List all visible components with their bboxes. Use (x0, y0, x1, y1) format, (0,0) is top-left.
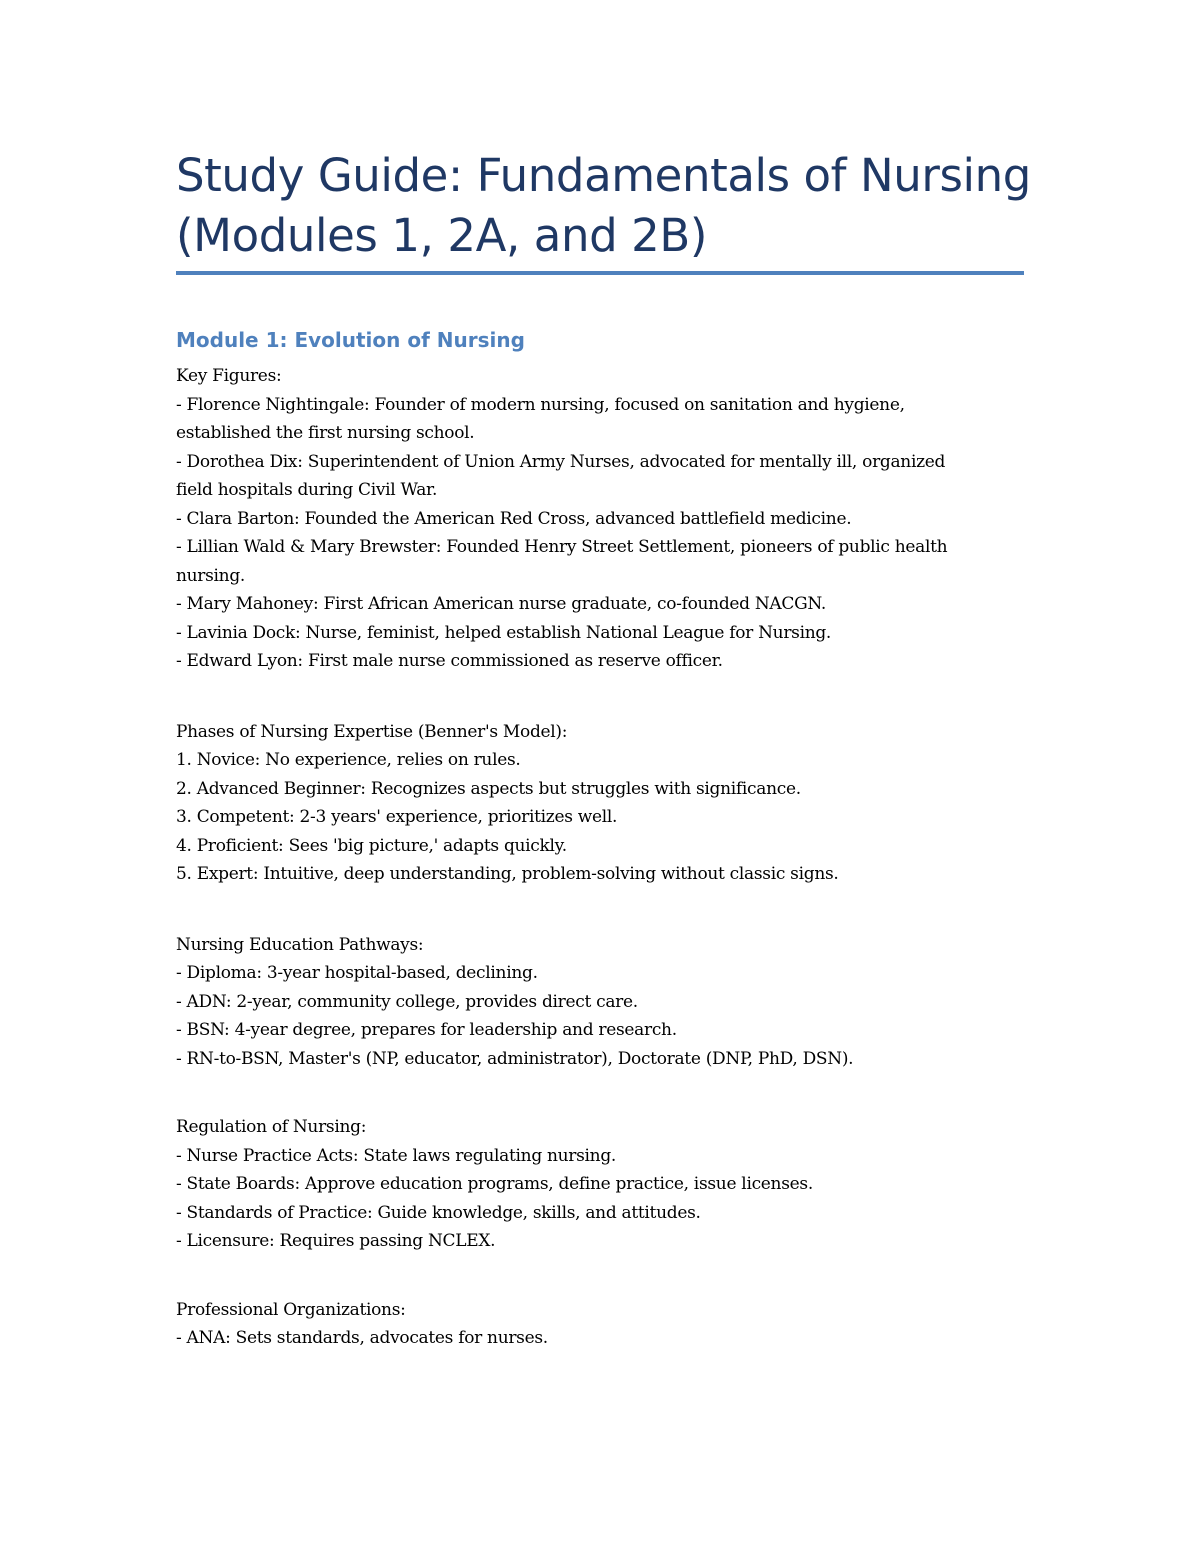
key-figures-line: - Lillian Wald & Mary Brewster: Founded Henry Street Settlement, pioneers of public health (176, 537, 948, 557)
phases-label: Phases of Nursing Expertise (Benner's Model): (176, 721, 568, 742)
regulation-line: - State Boards: Approve education programs, define practice, issue licenses. (176, 1174, 813, 1194)
education-line: - RN-to-BSN, Master's (NP, educator, administrator), Doctorate (DNP, PhD, DSN). (176, 1048, 854, 1069)
key-figures-line: field hospitals during Civil War. (176, 480, 438, 500)
organizations-line: - ANA: Sets standards, advocates for nurses. (176, 1328, 548, 1348)
key-figures-line: established the first nursing school. (176, 423, 475, 443)
phases-line: 3. Competent: 2-3 years' experience, prioritizes well. (176, 807, 618, 827)
key-figures-line: - Dorothea Dix: Superintendent of Union Army Nurses, advocated for mentally ill, organized (176, 451, 946, 472)
regulation-line: - Licensure: Requires passing NCLEX. (176, 1231, 496, 1251)
regulation-section (176, 1113, 1036, 1256)
education-line: - BSN: 4-year degree, prepares for leadership and research. (176, 1020, 677, 1040)
key-figures-line: - Lavinia Dock: Nurse, feminist, helped establish National League for Nursing. (176, 622, 832, 643)
paragraph-gap (176, 1073, 1036, 1113)
key-figures-line: nursing. (176, 565, 246, 586)
phases-section (176, 718, 1036, 889)
regulation-line: - Nurse Practice Acts: State laws regulating nursing. (176, 1145, 617, 1166)
key-figures-section (176, 362, 1036, 676)
organizations-label: Professional Organizations: (176, 1299, 406, 1320)
regulation-line: - Standards of Practice: Guide knowledge, skills, and attitudes. (176, 1202, 701, 1223)
title-line-1: Study Guide: Fundamentals of Nursing (176, 149, 1031, 202)
education-label: Nursing Education Pathways: (176, 934, 424, 955)
education-line: - ADN: 2-year, community college, provides direct care. (176, 991, 638, 1012)
paragraph-gap (176, 889, 1036, 931)
document-title (176, 146, 1031, 266)
phases-line: 5. Expert: Intuitive, deep understanding, problem-solving without classic signs. (176, 864, 839, 884)
regulation-label: Regulation of Nursing: (176, 1117, 367, 1137)
key-figures-line: - Edward Lyon: First male nurse commissioned as reserve officer. (176, 651, 723, 671)
title-line-2: (Modules 1, 2A, and 2B) (176, 209, 708, 262)
paragraph-gap (176, 676, 1036, 718)
module-1-heading: Module 1: Evolution of Nursing (176, 328, 525, 352)
key-figures-line: - Florence Nightingale: Founder of modern nursing, focused on sanitation and hygiene, (176, 394, 905, 415)
phases-line: 2. Advanced Beginner: Recognizes aspects but struggles with significance. (176, 778, 801, 799)
key-figures-label: Key Figures: (176, 366, 282, 386)
organizations-section (176, 1296, 1036, 1353)
paragraph-gap (176, 1256, 1036, 1296)
phases-line: 4. Proficient: Sees 'big picture,' adapts quickly. (176, 835, 567, 856)
phases-line: 1. Novice: No experience, relies on rules. (176, 750, 521, 770)
education-section (176, 931, 1036, 1074)
module-1-body (176, 362, 1036, 1353)
education-line: - Diploma: 3-year hospital-based, declining. (176, 963, 538, 983)
title-underline (176, 271, 1024, 275)
key-figures-line: - Clara Barton: Founded the American Red Cross, advanced battlefield medicine. (176, 508, 852, 529)
key-figures-line: - Mary Mahoney: First African American nurse graduate, co-founded NACGN. (176, 594, 826, 614)
